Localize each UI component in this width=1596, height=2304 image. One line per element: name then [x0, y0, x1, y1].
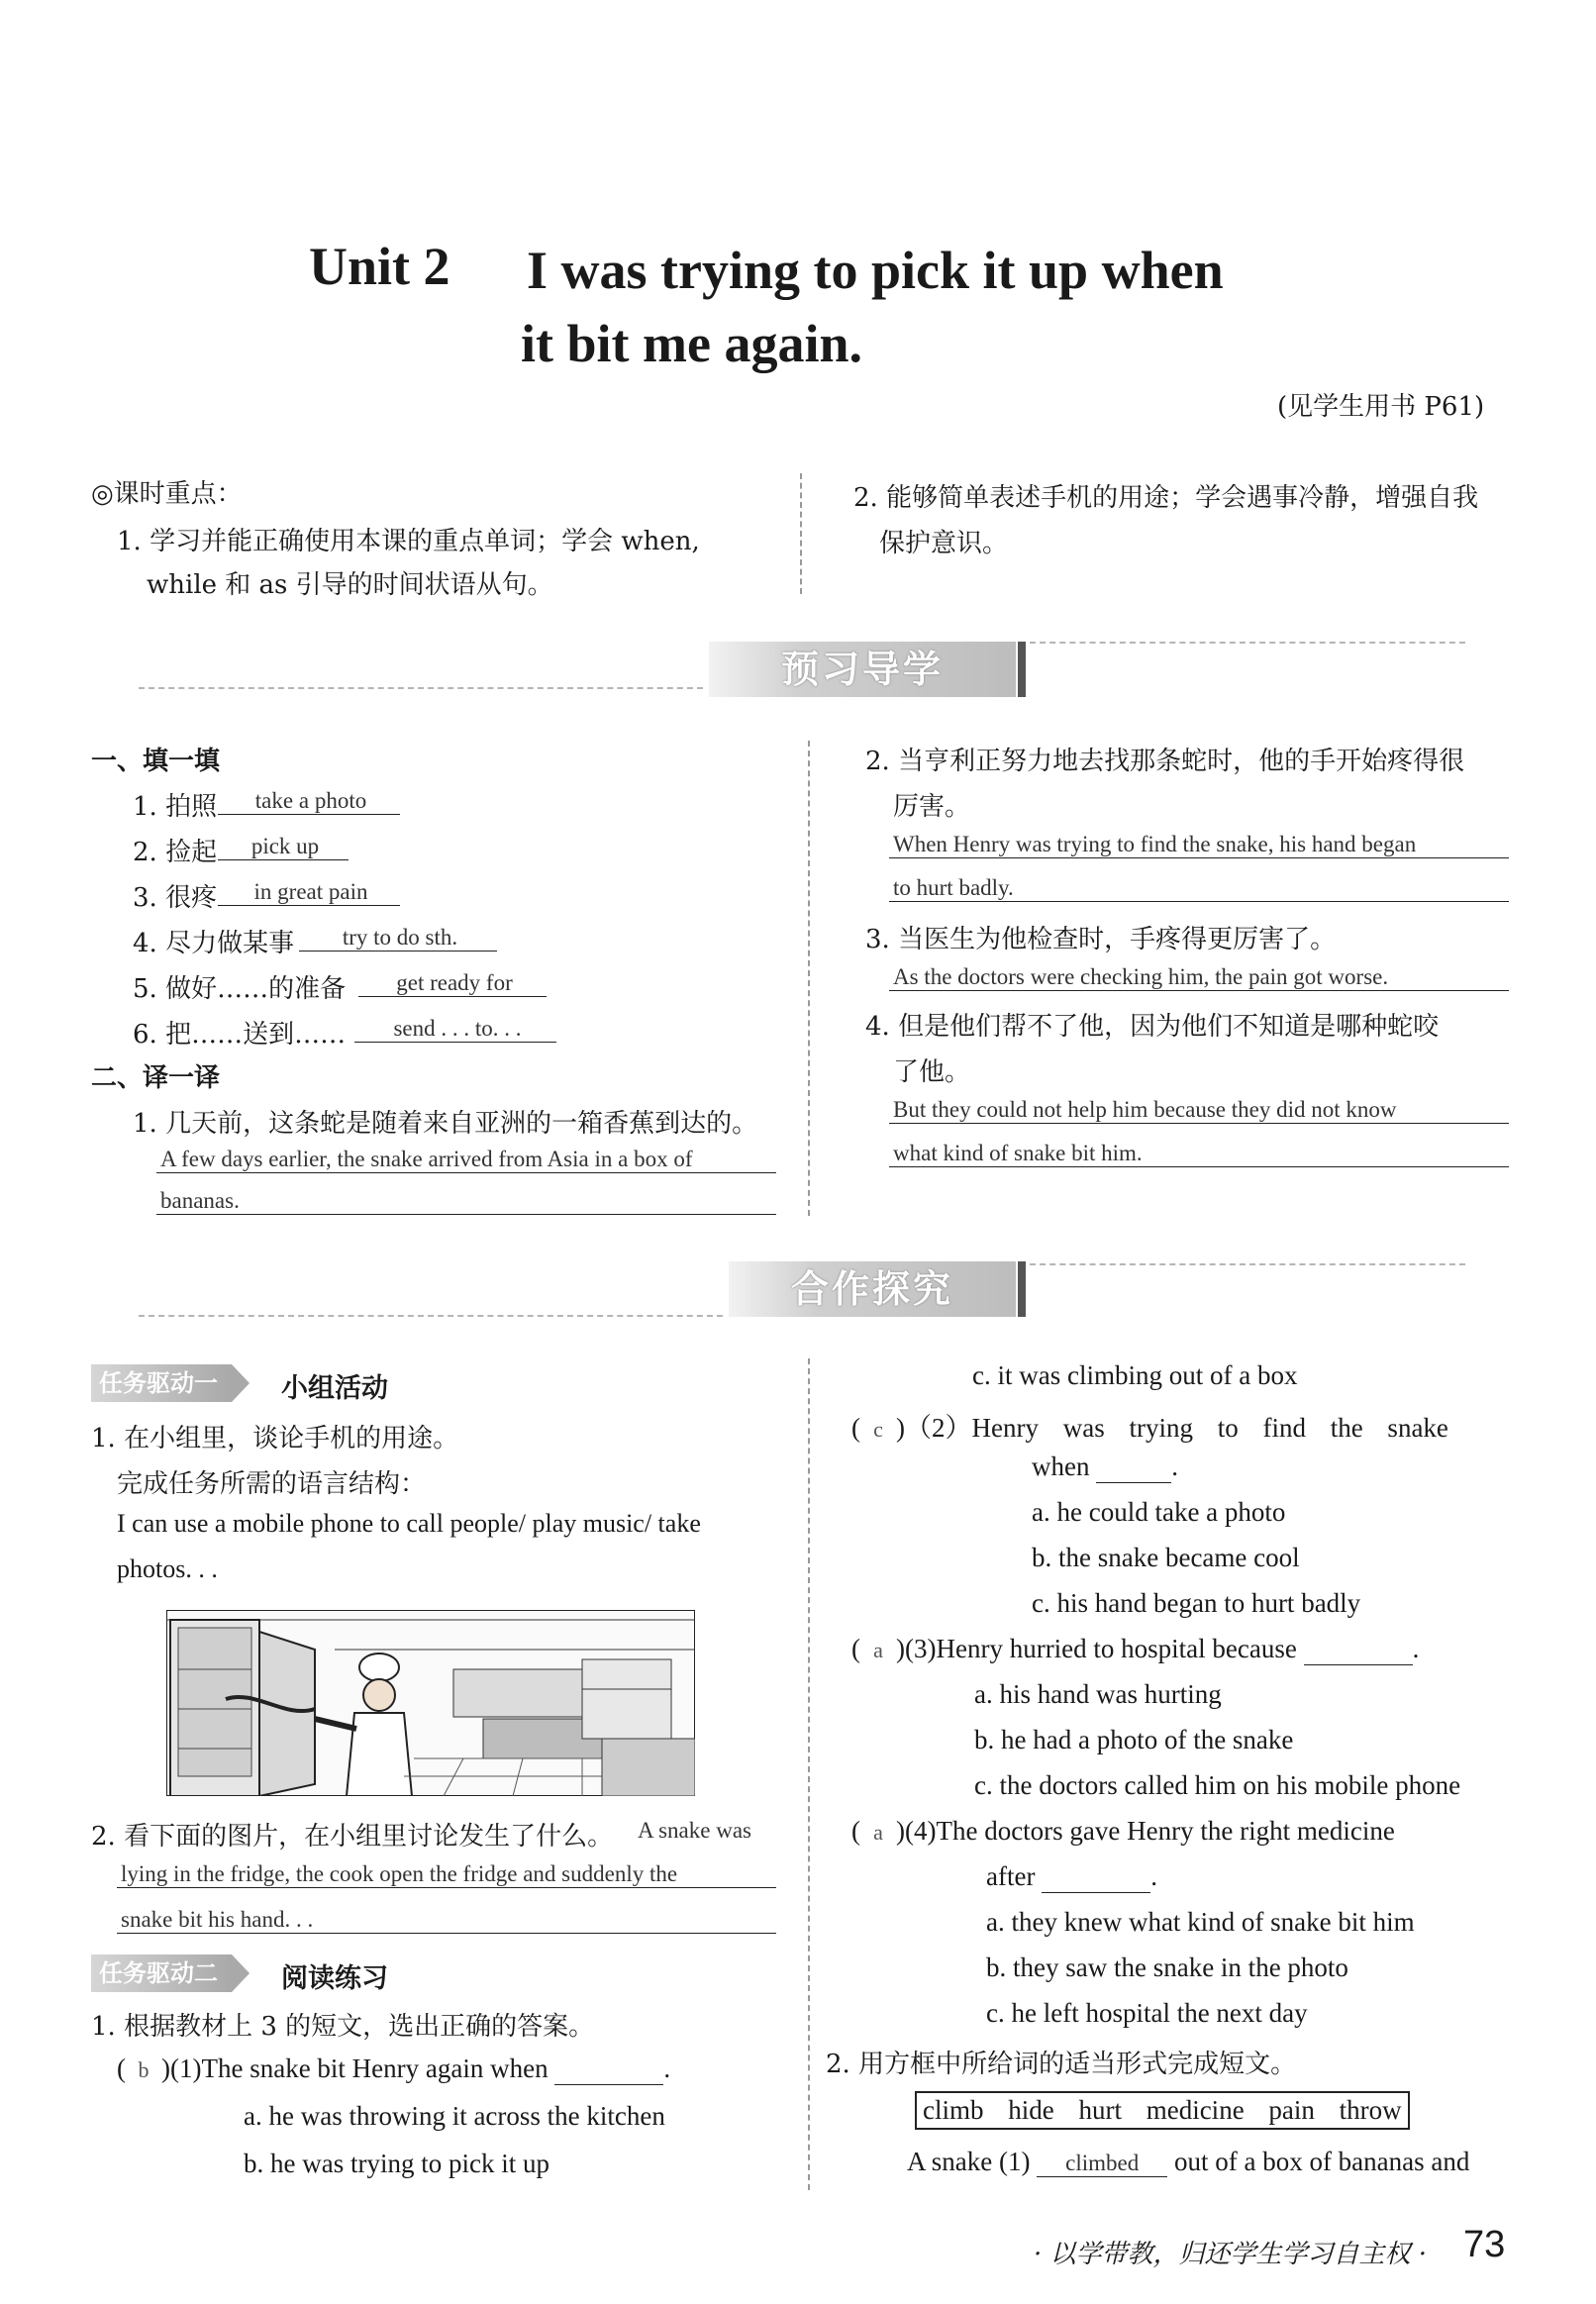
reading-q4-stem: ( a )(4)The doctors gave Henry the right medicine	[851, 1816, 1395, 1846]
reading-q4-option-c: c. he left hospital the next day	[986, 1998, 1308, 2028]
fill-item-1-answer: take a photo	[218, 788, 400, 815]
reading-q1-text: )(1)The snake bit Henry again when	[161, 2054, 549, 2083]
task1-q1-line3: I can use a mobile phone to call people/ play music/ take	[117, 1509, 701, 1538]
reading-q2-answer: c	[873, 1417, 883, 1442]
reading-q2-text-2: when	[1032, 1452, 1090, 1481]
reading-q2-text: Henry was trying to find the snake	[971, 1413, 1448, 1443]
task1-q2-answer-line1: A snake was	[638, 1818, 751, 1843]
cooperate-banner	[729, 1261, 1016, 1317]
fill-item-5-prompt: 5. 做好……的准备	[133, 974, 347, 1004]
reading-q3-blank	[1304, 1634, 1413, 1665]
preview-banner-text: 预习导学	[780, 648, 944, 691]
cooperate-banner-text: 合作探究	[790, 1267, 953, 1311]
focus-point-1-line1: 1. 学习并能正确使用本课的重点单词；学会 when,	[117, 527, 700, 556]
task1-tag	[91, 1364, 232, 1402]
reading-q3-option-c: c. the doctors called him on his mobile phone	[974, 1770, 1461, 1800]
task2-title: 阅读练习	[281, 1963, 388, 1994]
reading-q4-text-2: after	[986, 1861, 1036, 1891]
translate-4-prompt-line1: 4. 但是他们帮不了他，因为他们不知道是哪种蛇咬	[865, 1012, 1440, 1042]
reading-q2-option-c: c. his hand began to hurt badly	[1032, 1588, 1361, 1618]
preview-banner	[709, 642, 1016, 697]
task1-title: 小组活动	[281, 1373, 388, 1404]
column-divider-3	[808, 1358, 810, 2190]
passage-suffix: out of a box of bananas and	[1173, 2147, 1470, 2176]
fill-item-3-answer: in great pain	[218, 879, 400, 906]
task1-q1-line1: 1. 在小组里，谈论手机的用途。	[91, 1424, 459, 1453]
reading-q3-text: )(3)Henry hurried to hospital because	[896, 1634, 1297, 1663]
reading-q2-blank	[1096, 1452, 1171, 1483]
reading-q3-stem: ( a )(3)Henry hurried to hospital because .	[851, 1634, 1420, 1663]
fill-item-3-prompt: 3. 很疼	[133, 883, 218, 913]
unit-title-line1: I was trying to pick it up when	[527, 241, 1224, 300]
fill-item-1-prompt: 1. 拍照	[133, 792, 218, 822]
translate-4-answer-line1: But they could not help him because they did not know	[889, 1097, 1509, 1124]
section-rule-right-2	[1030, 1263, 1465, 1265]
translate-2-answer-line2: to hurt badly.	[889, 875, 1509, 902]
task1-tag-text: 任务驱动一	[99, 1369, 218, 1397]
reading-q1-option-b: b. he was trying to pick it up	[244, 2149, 549, 2178]
reading-q4-option-b: b. they saw the snake in the photo	[986, 1953, 1348, 1982]
column-divider-2	[808, 741, 810, 1216]
word-box: climb hide hurt medicine pain throw	[915, 2091, 1410, 2130]
reading-q1-option-c: c. it was climbing out of a box	[972, 1360, 1298, 1390]
word-form-intro: 2. 用方框中所给词的适当形式完成短文。	[826, 2050, 1297, 2079]
passage-line-1	[907, 2147, 1469, 2177]
focus-point-1-line2: while 和 as 引导的时间状语从句。	[147, 570, 553, 600]
page-number: 73	[1463, 2224, 1506, 2265]
textbook-reference: (见学生用书 P61)	[1277, 392, 1485, 422]
translate-1-answer-line1: A few days earlier, the snake arrived from Asia in a box of	[156, 1147, 776, 1173]
reading-q1-answer: b	[138, 2057, 150, 2082]
translate-2-prompt-line2: 厉害。	[893, 792, 971, 822]
reading-q4-answer: a	[873, 1820, 883, 1845]
section-rule-left-2	[139, 1315, 723, 1317]
translate-2-answer-line1: When Henry was trying to find the snake, his hand began	[889, 832, 1509, 858]
passage-prefix: A snake (1)	[907, 2147, 1031, 2176]
focus-label: ◎课时重点：	[91, 479, 243, 509]
task1-q2-answer-line3: snake bit his hand. . .	[117, 1907, 776, 1934]
kitchen-illustration	[166, 1610, 695, 1796]
passage-blank-1: climbed	[1037, 2151, 1167, 2177]
translate-1-answer-line2: bananas.	[156, 1188, 776, 1215]
translate-2-prompt-line1: 2. 当亨利正努力地去找那条蛇时，他的手开始疼得很	[865, 747, 1465, 776]
reading-q4-option-a: a. they knew what kind of snake bit him	[986, 1907, 1415, 1937]
fill-item-4-prompt: 4. 尽力做某事	[133, 929, 295, 958]
reading-q4-stem-line2: after .	[986, 1861, 1157, 1891]
translate-4-answer-line2: what kind of snake bit him.	[889, 1141, 1509, 1167]
translate-3-answer: As the doctors were checking him, the pain got worse.	[889, 964, 1509, 991]
section-rule-right	[1030, 642, 1465, 644]
task1-q2-prompt: 2. 看下面的图片，在小组里讨论发生了什么。	[91, 1822, 614, 1852]
reading-intro: 1. 根据教材上 3 的短文，选出正确的答案。	[91, 2012, 595, 2042]
task1-q1-line4: photos. . .	[117, 1554, 218, 1583]
fill-item-2-answer: pick up	[218, 834, 349, 860]
reading-q3-answer: a	[873, 1638, 883, 1662]
translate-3-prompt: 3. 当医生为他检查时，手疼得更厉害了。	[865, 925, 1337, 954]
reading-q1-option-a: a. he was throwing it across the kitchen	[244, 2101, 665, 2131]
translate-heading: 二、译一译	[91, 1063, 221, 1093]
focus-point-2-line2: 保护意识。	[879, 529, 1009, 558]
task2-tag	[91, 1954, 232, 1992]
fill-item-4-answer: try to do sth.	[299, 925, 497, 952]
reading-q1-stem: ( b )(1)The snake bit Henry again when .	[117, 2054, 671, 2083]
reading-q2-option-a: a. he could take a photo	[1032, 1497, 1286, 1527]
task1-q2-answer-line2: lying in the fridge, the cook open the fridge and suddenly the	[117, 1861, 776, 1888]
footer-slogan: · 以学带教，归还学生学习自主权 ·	[1034, 2240, 1428, 2269]
translate-4-prompt-line2: 了他。	[893, 1057, 971, 1087]
translate-1-prompt: 1. 几天前，这条蛇是随着来自亚洲的一箱香蕉到达的。	[133, 1109, 758, 1139]
focus-point-2-line1: 2. 能够简单表述手机的用途；学会遇事冷静，增强自我	[853, 483, 1479, 513]
section-rule-left	[139, 687, 703, 689]
reading-q2-number: )（2）	[896, 1413, 972, 1443]
fill-heading: 一、填一填	[91, 747, 221, 776]
fill-item-2-prompt: 2. 捡起	[133, 838, 218, 867]
task2-tag-text: 任务驱动二	[99, 1959, 218, 1987]
reading-q3-option-a: a. his hand was hurting	[974, 1679, 1222, 1709]
reading-q3-option-b: b. he had a photo of the snake	[974, 1725, 1294, 1754]
reading-q4-text: )(4)The doctors gave Henry the right medicine	[896, 1816, 1395, 1846]
column-divider	[800, 473, 802, 594]
task1-q1-line2: 完成任务所需的语言结构：	[117, 1469, 427, 1499]
unit-title-line2: it bit me again.	[521, 314, 862, 373]
reading-q2-option-b: b. the snake became cool	[1032, 1543, 1300, 1572]
reading-q2-stem: ( c )（2）Henry was trying to find the snake	[851, 1413, 1448, 1443]
fill-item-6-answer: send . . . to. . .	[354, 1016, 556, 1043]
unit-label: Unit 2	[309, 237, 450, 296]
reading-q1-blank	[554, 2054, 663, 2085]
fill-item-5-answer: get ready for	[358, 970, 547, 997]
fill-item-6-prompt: 6. 把……送到……	[133, 1020, 347, 1050]
reading-q2-stem-line2: when .	[1032, 1452, 1178, 1481]
reading-q4-blank	[1042, 1861, 1150, 1893]
